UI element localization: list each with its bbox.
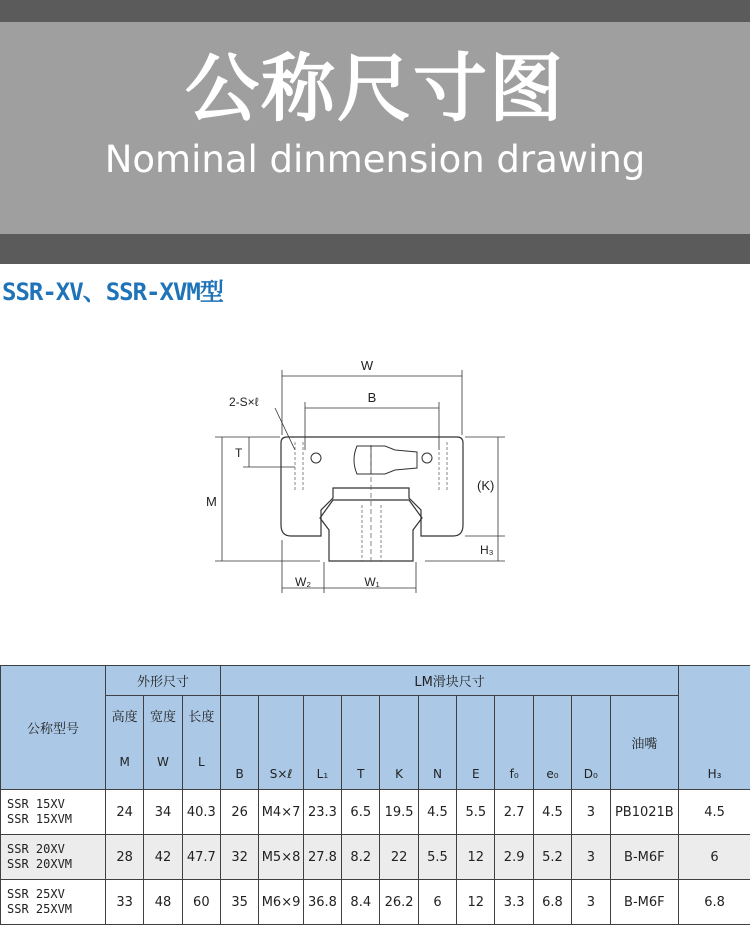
header-lm-block-dimensions: LM滑块尺寸 [221,666,679,696]
table-row [1,790,750,835]
label-h3: H₃ [480,543,494,557]
cell-m: 33 [105,880,143,925]
header-l1: L₁ [303,696,341,790]
model-series-title: SSR-XV、SSR-XVM型 [2,278,223,306]
cell-t: 6.5 [342,790,380,835]
cell-n: 6 [418,880,456,925]
header-s: S×ℓ [259,696,303,790]
header-e0: e₀ [533,696,571,790]
page-title-cn: 公称尺寸图 [185,46,565,132]
cell-h3: 6.8 [679,880,750,925]
cell-b: 35 [221,880,259,925]
cell-l: 47.7 [182,835,220,880]
header-nipple: 油嘴 [610,696,679,790]
cell-n: 4.5 [418,790,456,835]
cell-w: 34 [144,790,182,835]
cell-b: 26 [221,790,259,835]
cell-nipple: PB1021B [610,790,679,835]
label-w2: W₂ [295,575,311,589]
header-top-bar [0,0,750,22]
header-d0: D₀ [572,696,610,790]
cell-nipple: B-M6F [610,880,679,925]
header-n: N [418,696,456,790]
cell-e0: 5.2 [533,835,571,880]
cell-e0: 6.8 [533,880,571,925]
cell-w: 48 [144,880,182,925]
cell-d0: 3 [572,835,610,880]
cell-s: M5×8 [259,835,303,880]
spec-table [0,665,750,925]
cell-b: 32 [221,835,259,880]
table-row [1,835,750,880]
cell-k: 26.2 [380,880,418,925]
cell-l1: 23.3 [303,790,341,835]
cell-e: 5.5 [457,790,495,835]
cell-t: 8.4 [342,880,380,925]
cell-nipple: B-M6F [610,835,679,880]
cell-d0: 3 [572,790,610,835]
table-row [1,880,750,925]
cell-k: 22 [380,835,418,880]
header-t: T [342,696,380,790]
header-length: 长度 L [182,696,220,790]
label-m: M [206,494,217,509]
label-w: W [360,358,374,373]
cell-e: 12 [457,835,495,880]
label-w1: W₁ [364,575,380,589]
cell-l1: 36.8 [303,880,341,925]
header-f0: f₀ [495,696,533,790]
cell-n: 5.5 [418,835,456,880]
cell-m: 28 [105,835,143,880]
cell-k: 19.5 [380,790,418,835]
cell-d0: 3 [572,880,610,925]
header-outer-dimensions: 外形尺寸 [105,666,220,696]
model-cell: SSR 20XV SSR 20XVM [1,835,106,880]
model-cell: SSR 25XV SSR 25XVM [1,880,106,925]
header-h3: H₃ [679,666,750,790]
header-b: B [221,696,259,790]
cell-h3: 4.5 [679,790,750,835]
label-b: B [367,390,377,405]
cell-f0: 3.3 [495,880,533,925]
dimension-drawing [195,350,525,600]
label-t: T [235,446,243,460]
header-bottom-bar [0,234,750,264]
label-s: 2-S×ℓ [229,395,259,409]
header-width: 宽度 W [144,696,182,790]
label-k: (K) [477,478,495,493]
cell-f0: 2.7 [495,790,533,835]
header-k: K [380,696,418,790]
cell-e: 12 [457,880,495,925]
page-title-en: Nominal dinmension drawing [104,138,646,181]
cell-t: 8.2 [342,835,380,880]
cell-l: 40.3 [182,790,220,835]
cell-h3: 6 [679,835,750,880]
cell-f0: 2.9 [495,835,533,880]
cell-s: M4×7 [259,790,303,835]
model-cell: SSR 15XV SSR 15XVM [1,790,106,835]
cell-s: M6×9 [259,880,303,925]
cell-m: 24 [105,790,143,835]
header-height: 高度 M [105,696,143,790]
cell-e0: 4.5 [533,790,571,835]
cell-l1: 27.8 [303,835,341,880]
cell-l: 60 [182,880,220,925]
cell-w: 42 [144,835,182,880]
header-e: E [457,696,495,790]
header-model: 公称型号 [1,666,106,790]
